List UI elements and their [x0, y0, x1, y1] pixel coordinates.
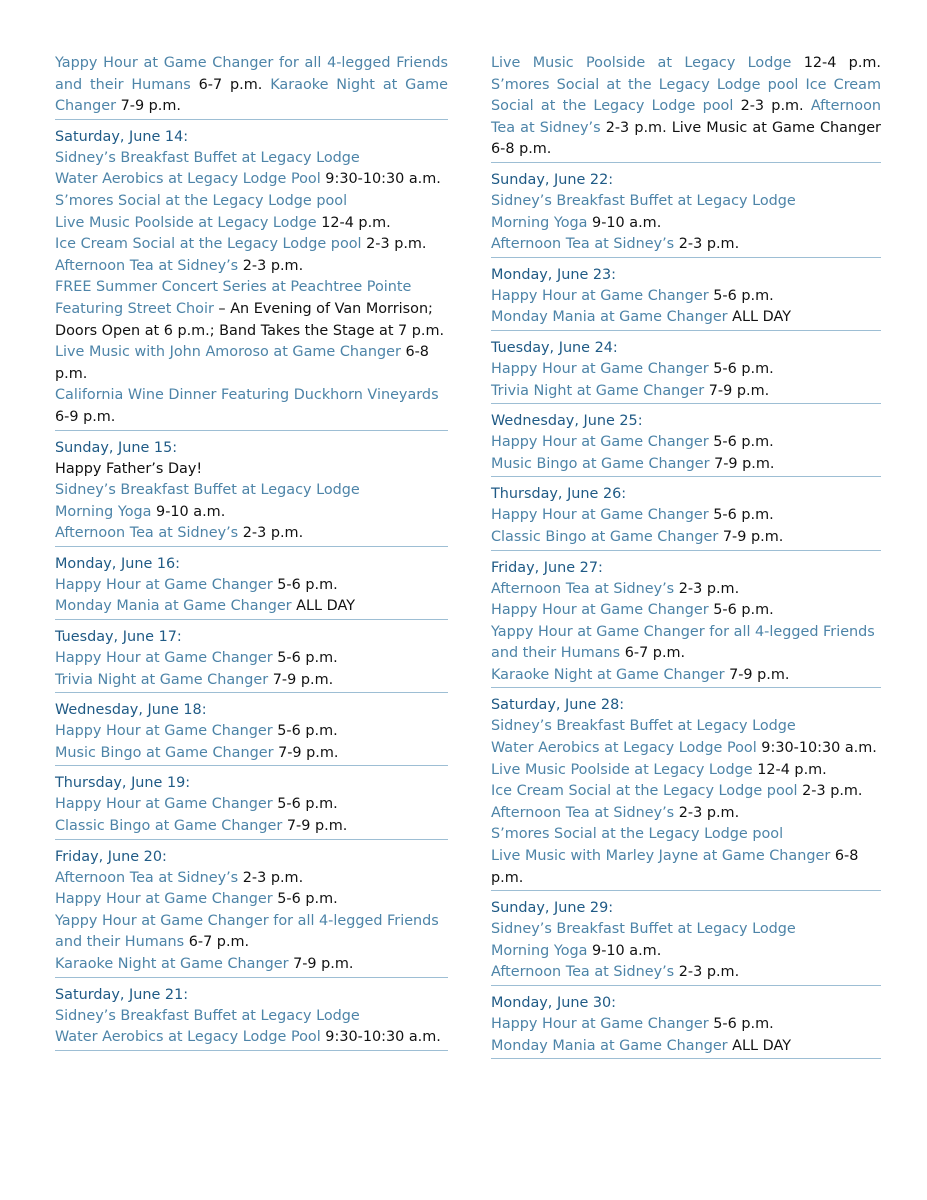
event-line: [491, 579, 881, 601]
event-link[interactable]: Sidney’s Breakfast Buffet at Legacy Lodge: [55, 149, 360, 166]
day-block-monday-june-23: [491, 264, 881, 331]
event-time: 2-3 p.m.: [238, 525, 304, 542]
event-link[interactable]: Karaoke Night at Game Changer: [55, 76, 449, 115]
event-time: 2-3 p.m.: [238, 869, 304, 886]
divider: [55, 619, 448, 620]
event-line: [55, 794, 448, 816]
event-link[interactable]: Ice Cream Social at the Legacy Lodge pool: [55, 236, 362, 253]
event-link[interactable]: Trivia Night at Game Changer: [55, 671, 269, 688]
event-link[interactable]: Afternoon Tea at Sidney’s: [55, 869, 239, 886]
event-time: 2-3 p.m.: [361, 236, 427, 253]
event-time: 7-9 p.m.: [709, 455, 775, 472]
event-line: [55, 575, 448, 597]
event-link[interactable]: Live Music Poolside at Legacy Lodge: [491, 55, 792, 71]
day-block-sunday-june-22: [491, 169, 881, 258]
event-line: [55, 721, 448, 743]
event-link[interactable]: Classic Bingo at Game Changer: [55, 818, 283, 835]
event-line: [491, 307, 881, 329]
event-time: 7-9 p.m.: [724, 666, 790, 683]
event-link[interactable]: S’mores Social at the Legacy Lodge pool: [491, 826, 784, 843]
event-link[interactable]: Sidney’s Breakfast Buffet at Legacy Lodge: [55, 1007, 360, 1024]
day-heading: Monday, June 30:: [491, 995, 617, 1011]
event-link[interactable]: Yappy Hour at Game Changer for all 4-legged Friends and their Humans: [491, 623, 875, 662]
event-time: 5-6 p.m.: [272, 723, 338, 740]
event-line: [55, 816, 448, 838]
event-time: 5-6 p.m.: [272, 650, 338, 667]
event-link[interactable]: Water Aerobics at Legacy Lodge Pool: [55, 171, 321, 188]
event-line: [491, 962, 881, 984]
day-block-friday-june-27: [491, 557, 881, 689]
event-link[interactable]: Live Music with John Amoroso at Game Changer: [55, 344, 401, 361]
event-link[interactable]: Live Music Poolside at Legacy Lodge: [55, 214, 317, 231]
day-block-monday-june-16: [55, 553, 448, 620]
event-link[interactable]: Happy Hour at Game Changer: [491, 434, 709, 451]
event-link[interactable]: Afternoon Tea at Sidney’s: [55, 525, 239, 542]
event-line: [55, 191, 448, 213]
divider: [55, 839, 448, 840]
divider: [55, 119, 448, 120]
event-line: [55, 234, 448, 256]
event-link[interactable]: Sidney’s Breakfast Buffet at Legacy Lodge: [55, 482, 360, 499]
event-time: 9:30-10:30 a.m.: [756, 740, 877, 757]
event-link[interactable]: Morning Yoga: [491, 942, 588, 959]
day-block-monday-june-30: [491, 992, 881, 1059]
event-line: [491, 381, 881, 403]
event-link[interactable]: Monday Mania at Game Changer: [491, 1037, 728, 1054]
event-link[interactable]: Karaoke Night at Game Changer: [55, 956, 289, 972]
event-link[interactable]: Happy Hour at Game Changer: [55, 576, 273, 593]
event-time: 2-3 p.m. Live Music at Game Changer 6-8 p.m.: [491, 119, 881, 158]
day-block-thursday-june-19: [55, 772, 448, 839]
event-time: 5-6 p.m.: [708, 360, 774, 377]
day-heading: Sunday, June 15:: [55, 439, 178, 456]
event-link[interactable]: Trivia Night at Game Changer: [491, 382, 705, 399]
event-link[interactable]: Yappy Hour at Game Changer for all 4-legged Friends and their Humans: [55, 912, 439, 951]
day-block-sunday-june-15: [55, 437, 448, 547]
event-time: 7-9 p.m.: [718, 528, 784, 545]
event-line: [491, 505, 881, 527]
event-time: 5-6 p.m.: [708, 1016, 774, 1032]
day-block-saturday-june-28: [491, 694, 881, 891]
event-line: [55, 670, 448, 692]
event-time: 2-3 p.m.: [797, 783, 863, 800]
event-line: [55, 648, 448, 670]
event-line: [55, 213, 448, 235]
event-line: [55, 911, 448, 954]
event-time: 7-9 p.m.: [288, 956, 354, 972]
event-link[interactable]: Afternoon Tea at Sidney’s: [491, 236, 675, 253]
event-link[interactable]: Morning Yoga: [55, 503, 152, 520]
event-time: 7-9 p.m.: [704, 382, 770, 399]
day-heading: Monday, June 23:: [491, 266, 617, 283]
event-time: 5-6 p.m.: [708, 434, 774, 451]
event-line: [491, 286, 881, 308]
event-line: [491, 1014, 881, 1036]
event-link[interactable]: Music Bingo at Game Changer: [55, 744, 274, 761]
event-link[interactable]: Music Bingo at Game Changer: [491, 455, 710, 472]
divider: [491, 162, 881, 163]
event-time: 9:30-10:30 a.m.: [320, 171, 441, 188]
event-time: 2-3 p.m.: [674, 964, 740, 981]
day-block-sunday-june-29: [491, 897, 881, 986]
event-line: [55, 502, 448, 524]
event-link[interactable]: Happy Hour at Game Changer: [491, 507, 709, 524]
event-time: 6-8 p.m.: [491, 848, 859, 886]
event-link[interactable]: Afternoon Tea at Sidney’s: [491, 580, 675, 597]
right-column: [491, 53, 881, 1059]
event-link[interactable]: Sidney’s Breakfast Buffet at Legacy Lodge: [491, 718, 796, 735]
event-line: [55, 1006, 448, 1028]
event-line: [491, 622, 881, 665]
event-link[interactable]: Afternoon Tea at Sidney’s: [491, 98, 881, 136]
event-link[interactable]: Karaoke Night at Game Changer: [491, 666, 725, 683]
event-line: [491, 781, 881, 803]
divider: [491, 985, 881, 986]
event-time: 2-3 p.m.: [674, 580, 740, 597]
event-line: [491, 191, 881, 213]
divider: [55, 546, 448, 547]
event-line: [55, 743, 448, 765]
event-link[interactable]: Happy Hour at Game Changer: [55, 891, 273, 908]
event-line: [55, 385, 448, 428]
event-link[interactable]: Water Aerobics at Legacy Lodge Pool: [491, 740, 757, 757]
event-link[interactable]: Yappy Hour at Game Changer for all 4-legged Friends and their Humans: [55, 55, 448, 93]
event-time: ALL DAY: [727, 1037, 791, 1054]
event-line: [491, 432, 881, 454]
event-line: [491, 665, 881, 687]
event-time: 2-3 p.m.: [733, 98, 811, 115]
event-link[interactable]: Afternoon Tea at Sidney’s: [491, 964, 675, 981]
day-block-wednesday-june-25: [491, 410, 881, 477]
divider: [491, 890, 881, 891]
event-time: 2-3 p.m.: [238, 257, 304, 274]
event-time: 7-9 p.m.: [268, 671, 334, 688]
event-time: 2-3 p.m.: [674, 804, 740, 821]
event-line: [491, 716, 881, 738]
divider: [491, 257, 881, 258]
event-line: [491, 738, 881, 760]
event-time: 7-9 p.m.: [273, 744, 339, 761]
day-heading: Friday, June 20:: [55, 848, 167, 865]
event-time: 6-9 p.m.: [55, 408, 116, 425]
event-time: – An Evening of Van Morrison; Doors Open at 6 p.m.; Band Takes the Stage at 7 p.m.: [55, 300, 445, 339]
day-heading: Friday, June 27:: [491, 559, 603, 576]
event-link[interactable]: Happy Hour at Game Changer: [55, 723, 273, 740]
divider: [55, 977, 448, 978]
event-line: [491, 234, 881, 256]
event-time: 5-6 p.m.: [708, 287, 774, 304]
event-line: [491, 454, 881, 476]
day-heading: Thursday, June 19:: [55, 775, 191, 792]
event-line: [55, 256, 448, 278]
divider: [491, 403, 881, 404]
event-link[interactable]: California Wine Dinner Featuring Duckhorn Vineyards: [55, 387, 439, 404]
event-time: 2-3 p.m.: [674, 236, 740, 253]
day-heading: Saturday, June 21:: [55, 986, 189, 1003]
event-link[interactable]: Afternoon Tea at Sidney’s: [491, 804, 675, 821]
event-line: [491, 53, 881, 161]
event-time: 5-6 p.m.: [708, 507, 774, 524]
day-heading: Saturday, June 28:: [491, 697, 625, 714]
day-heading: Saturday, June 14:: [55, 128, 189, 145]
event-link[interactable]: Ice Cream Social at the Legacy Lodge pool: [491, 783, 798, 800]
event-line: [491, 760, 881, 782]
event-line: [491, 919, 881, 941]
event-line: [491, 1036, 881, 1058]
event-time: 6-8 p.m.: [55, 344, 429, 382]
event-line: [55, 523, 448, 545]
event-link[interactable]: Happy Hour at Game Changer: [491, 287, 709, 304]
event-time: 9-10 a.m.: [587, 214, 662, 231]
divider: [491, 330, 881, 331]
event-link[interactable]: Sidney’s Breakfast Buffet at Legacy Lodge: [491, 192, 796, 209]
day-block-tuesday-june-24: [491, 337, 881, 404]
event-line: [491, 941, 881, 963]
event-time: 9-10 a.m.: [587, 942, 662, 959]
event-line: [55, 868, 448, 890]
event-time: 9-10 a.m.: [151, 503, 226, 520]
event-link[interactable]: Water Aerobics at Legacy Lodge Pool: [55, 1029, 321, 1046]
event-line: [491, 803, 881, 825]
event-line: [55, 889, 448, 911]
day-block-wednesday-june-18: [55, 699, 448, 766]
divider: [55, 692, 448, 693]
divider: [55, 430, 448, 431]
event-line: [55, 459, 448, 481]
event-link[interactable]: Happy Hour at Game Changer: [491, 602, 709, 619]
event-line: [491, 846, 881, 889]
event-link[interactable]: Monday Mania at Game Changer: [55, 598, 292, 615]
event-line: [491, 527, 881, 549]
event-link[interactable]: Happy Hour at Game Changer: [55, 650, 273, 667]
event-time: 5-6 p.m.: [272, 891, 338, 908]
event-line: [55, 954, 448, 976]
event-time: 6-7 p.m.: [184, 934, 250, 951]
continued-block: [55, 53, 448, 120]
event-time: 5-6 p.m.: [708, 602, 774, 619]
day-heading: Thursday, June 26:: [491, 486, 627, 503]
left-column: [55, 53, 448, 1051]
event-link[interactable]: Morning Yoga: [491, 214, 588, 231]
event-line: [55, 342, 448, 385]
event-line: [491, 359, 881, 381]
day-block-saturday-june-14: [55, 126, 448, 431]
event-time: 6-7 p.m.: [190, 76, 271, 93]
event-time: 9:30-10:30 a.m.: [320, 1029, 441, 1046]
event-link[interactable]: Classic Bingo at Game Changer: [491, 528, 719, 545]
divider: [491, 1058, 881, 1059]
event-line: [55, 277, 448, 342]
day-heading: Sunday, June 29:: [491, 900, 614, 917]
divider: [55, 1050, 448, 1051]
event-time: 5-6 p.m.: [272, 796, 338, 813]
event-line: [55, 53, 448, 118]
event-line: [491, 824, 881, 846]
event-line: [55, 169, 448, 191]
event-time: 7-9 p.m.: [282, 818, 348, 835]
event-time: ALL DAY: [727, 309, 791, 326]
day-heading: Wednesday, June 18:: [55, 702, 207, 719]
day-heading: Monday, June 16:: [55, 555, 181, 572]
event-line: [491, 213, 881, 235]
event-link[interactable]: S’mores Social at the Legacy Lodge pool: [55, 192, 348, 209]
day-heading: Tuesday, June 24:: [491, 339, 618, 356]
event-link[interactable]: Monday Mania at Game Changer: [491, 309, 728, 326]
day-block-thursday-june-26: [491, 483, 881, 550]
divider: [55, 765, 448, 766]
day-block-friday-june-20: [55, 846, 448, 978]
divider: [491, 687, 881, 688]
event-time: 12-4 p.m.: [752, 761, 827, 778]
event-link[interactable]: S’mores Social at the Legacy Lodge pool Ice Cream Social at the Legacy Lodge pool: [491, 76, 881, 115]
event-line: [55, 596, 448, 618]
continued-block: [491, 53, 881, 163]
event-line: [55, 148, 448, 170]
event-line: [491, 600, 881, 622]
day-heading: Wednesday, June 25:: [491, 413, 643, 430]
event-link[interactable]: Afternoon Tea at Sidney’s: [55, 257, 239, 274]
event-link[interactable]: Live Music with Marley Jayne at Game Changer: [491, 848, 831, 865]
day-block-tuesday-june-17: [55, 626, 448, 693]
event-line: [55, 480, 448, 502]
event-time: 6-7 p.m.: [620, 645, 686, 662]
day-block-saturday-june-21: [55, 984, 448, 1051]
day-heading: Sunday, June 22:: [491, 171, 614, 188]
divider: [491, 550, 881, 551]
event-link[interactable]: Sidney’s Breakfast Buffet at Legacy Lodge: [491, 921, 796, 938]
event-link[interactable]: Live Music Poolside at Legacy Lodge: [491, 761, 753, 778]
event-link[interactable]: FREE Summer Concert Series at Peachtree Pointe Featuring Street Choir: [55, 279, 412, 317]
event-time: ALL DAY: [291, 598, 355, 615]
event-time: 5-6 p.m.: [272, 576, 338, 593]
day-heading: Tuesday, June 17:: [55, 629, 182, 646]
event-time: 12-4 p.m.: [791, 55, 881, 71]
event-time: Happy Father’s Day!: [55, 460, 203, 477]
event-line: [55, 1027, 448, 1049]
event-link[interactable]: Happy Hour at Game Changer: [491, 1016, 709, 1032]
event-time: 12-4 p.m.: [316, 214, 391, 231]
event-link[interactable]: Happy Hour at Game Changer: [491, 360, 709, 377]
event-link[interactable]: Happy Hour at Game Changer: [55, 796, 273, 813]
divider: [491, 476, 881, 477]
event-time: 7-9 p.m.: [116, 98, 181, 115]
